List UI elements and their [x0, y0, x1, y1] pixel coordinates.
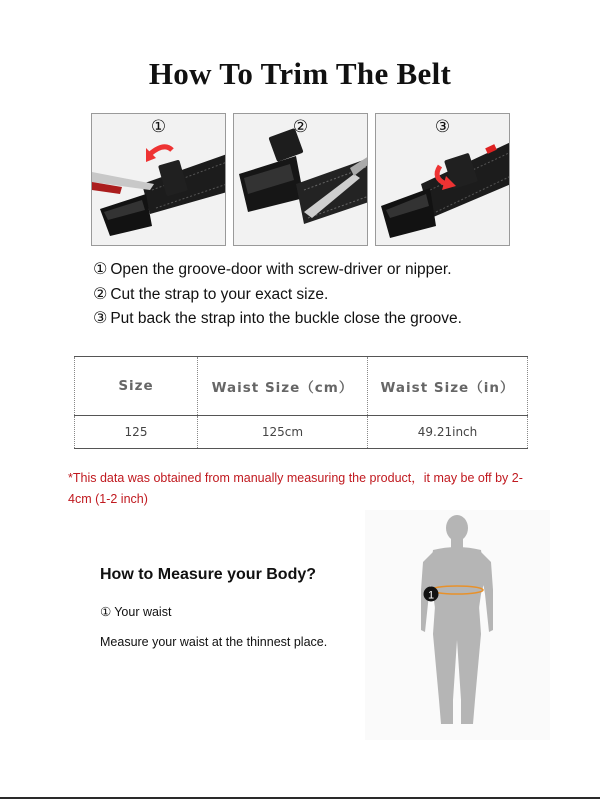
step-1: [93, 257, 462, 282]
step-2-photo: [233, 113, 368, 246]
trim-steps-photos: [91, 113, 511, 248]
size-table: [74, 356, 528, 449]
waist-in-cell: 49.21inch: [368, 416, 528, 449]
size-table-header-row: [75, 357, 528, 416]
step-1-photo: [91, 113, 226, 246]
body-figure: [365, 510, 550, 740]
step-2-text: Cut the strap to your exact size.: [110, 285, 329, 303]
measurement-disclaimer: *This data was obtained from manually measuring the product，it may be off by 2-4cm (1-2 inch): [68, 471, 523, 506]
measure-title: How to Measure your Body?: [100, 566, 317, 583]
waist-label-text: Your waist: [114, 605, 172, 619]
size-cell: 125: [75, 416, 198, 449]
step-3: [93, 306, 462, 331]
waist-marker: ①: [100, 604, 112, 619]
step-1-number: ①: [150, 117, 167, 137]
figure-waist-marker: 1: [427, 589, 435, 602]
step-3-number: ③: [434, 117, 451, 137]
step-2: [93, 282, 462, 307]
step-3-text: Put back the strap into the buckle close the groove.: [110, 310, 462, 327]
waist-cm-cell: 125cm: [198, 416, 368, 449]
step-1-marker: ①: [93, 259, 108, 278]
waist-description: Measure your waist at the thinnest place.: [100, 635, 328, 649]
bottom-divider: [0, 797, 600, 799]
step-3-photo: [375, 113, 510, 246]
waist-label: [100, 604, 171, 619]
waist-cm-header: Waist Size（cm）: [198, 357, 368, 416]
step-2-marker: ②: [93, 283, 108, 303]
step-2-number: ②: [292, 117, 309, 137]
page-title: How To Trim The Belt: [148, 56, 452, 91]
size-header: Size: [75, 357, 198, 416]
waist-in-header: Waist Size（in）: [368, 357, 528, 416]
step-1-text: Open the groove-door with screw-driver or nipper.: [110, 261, 452, 278]
table-row: [75, 416, 528, 449]
trim-steps-list: [93, 257, 462, 331]
step-3-marker: ③: [93, 308, 108, 327]
